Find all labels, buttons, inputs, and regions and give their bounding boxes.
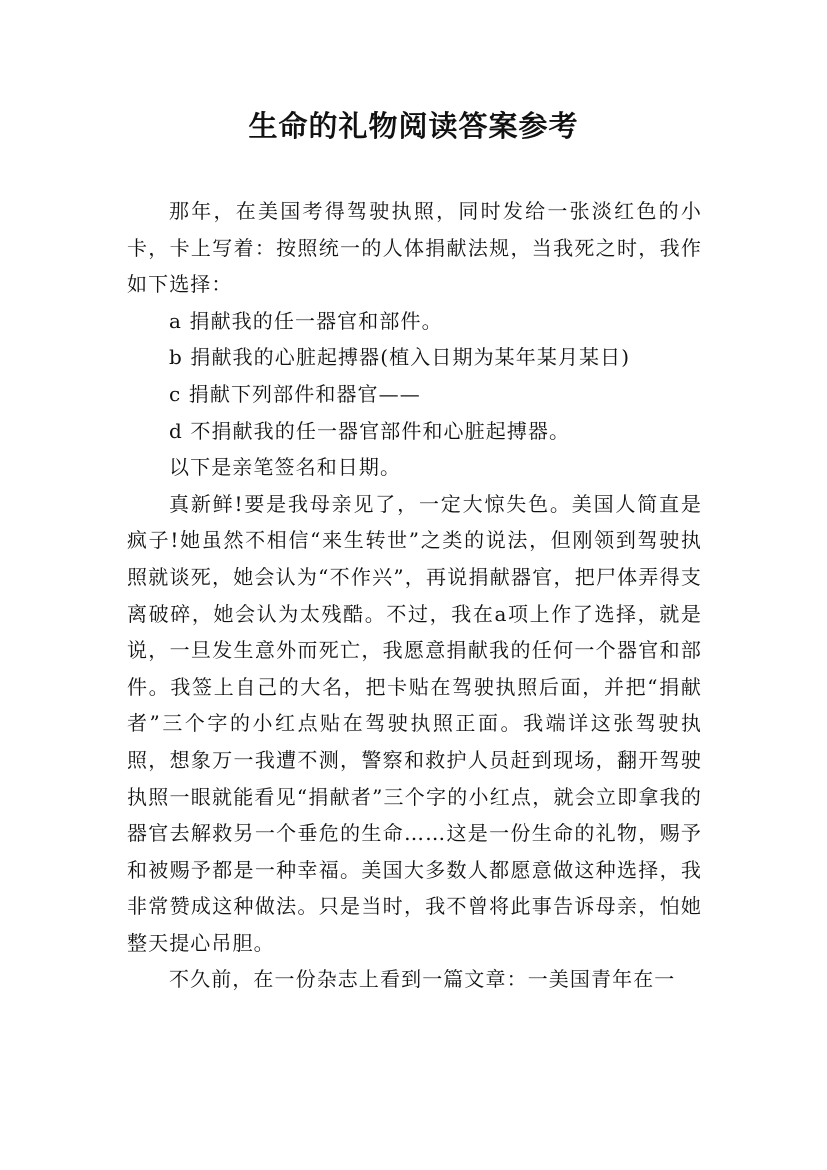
option-a: a 捐献我的任一器官和部件。 <box>169 308 443 333</box>
option-d: d 不捐献我的任一器官部件和心脏起搏器。 <box>169 418 571 443</box>
paragraph-main: 真新鲜!要是我母亲见了，一定大惊失色。美国人简直是疯子!她虽然不相信“来生转世”之类的说法，但刚领到驾驶执照就谈死，她会认为“不作兴”，再说捐献器官，把尸体弄得支离破碎，她会认为太残酷。不过，我在a项上作了选择，就是说，一旦发生意外而死亡，我愿意捐献我的任何一个器官和部件。我签上自己的大名，把卡贴在驾驶执照后面，并把“捐献者”三个字的小红点贴在驾驶执照正面。我端详这张驾驶执照，想象万一我遭不测，警察和救护人员赶到现场，翻开驾驶执照一眼就能看见“捐献者”三个字的小红点，就会立即拿我的器官去解救另一个垂危的生命……这是一份生命的礼物，赐予和被赐予都是一种幸福。美国大多数人都愿意做这种选择，我非常赞成这种做法。只是当时，我不曾将此事告诉母亲，怕她整天提心吊胆。 <box>127 491 702 955</box>
paragraph-intro: 那年，在美国考得驾驶执照，同时发给一张淡红色的小卡，卡上写着：按照统一的人体捐献法规，当我死之时，我作如下选择： <box>127 199 702 297</box>
signature-line: 以下是亲笔签名和日期。 <box>169 455 402 480</box>
document-body <box>127 193 702 998</box>
option-b: b 捐献我的心脏起搏器(植入日期为某年某月某日) <box>169 345 631 370</box>
document-title: 生命的礼物阅读答案参考 <box>248 109 579 143</box>
paragraph-last: 不久前，在一份杂志上看到一篇文章：一美国青年在一 <box>169 967 676 992</box>
option-c: c 捐献下列部件和器官—— <box>169 381 421 406</box>
